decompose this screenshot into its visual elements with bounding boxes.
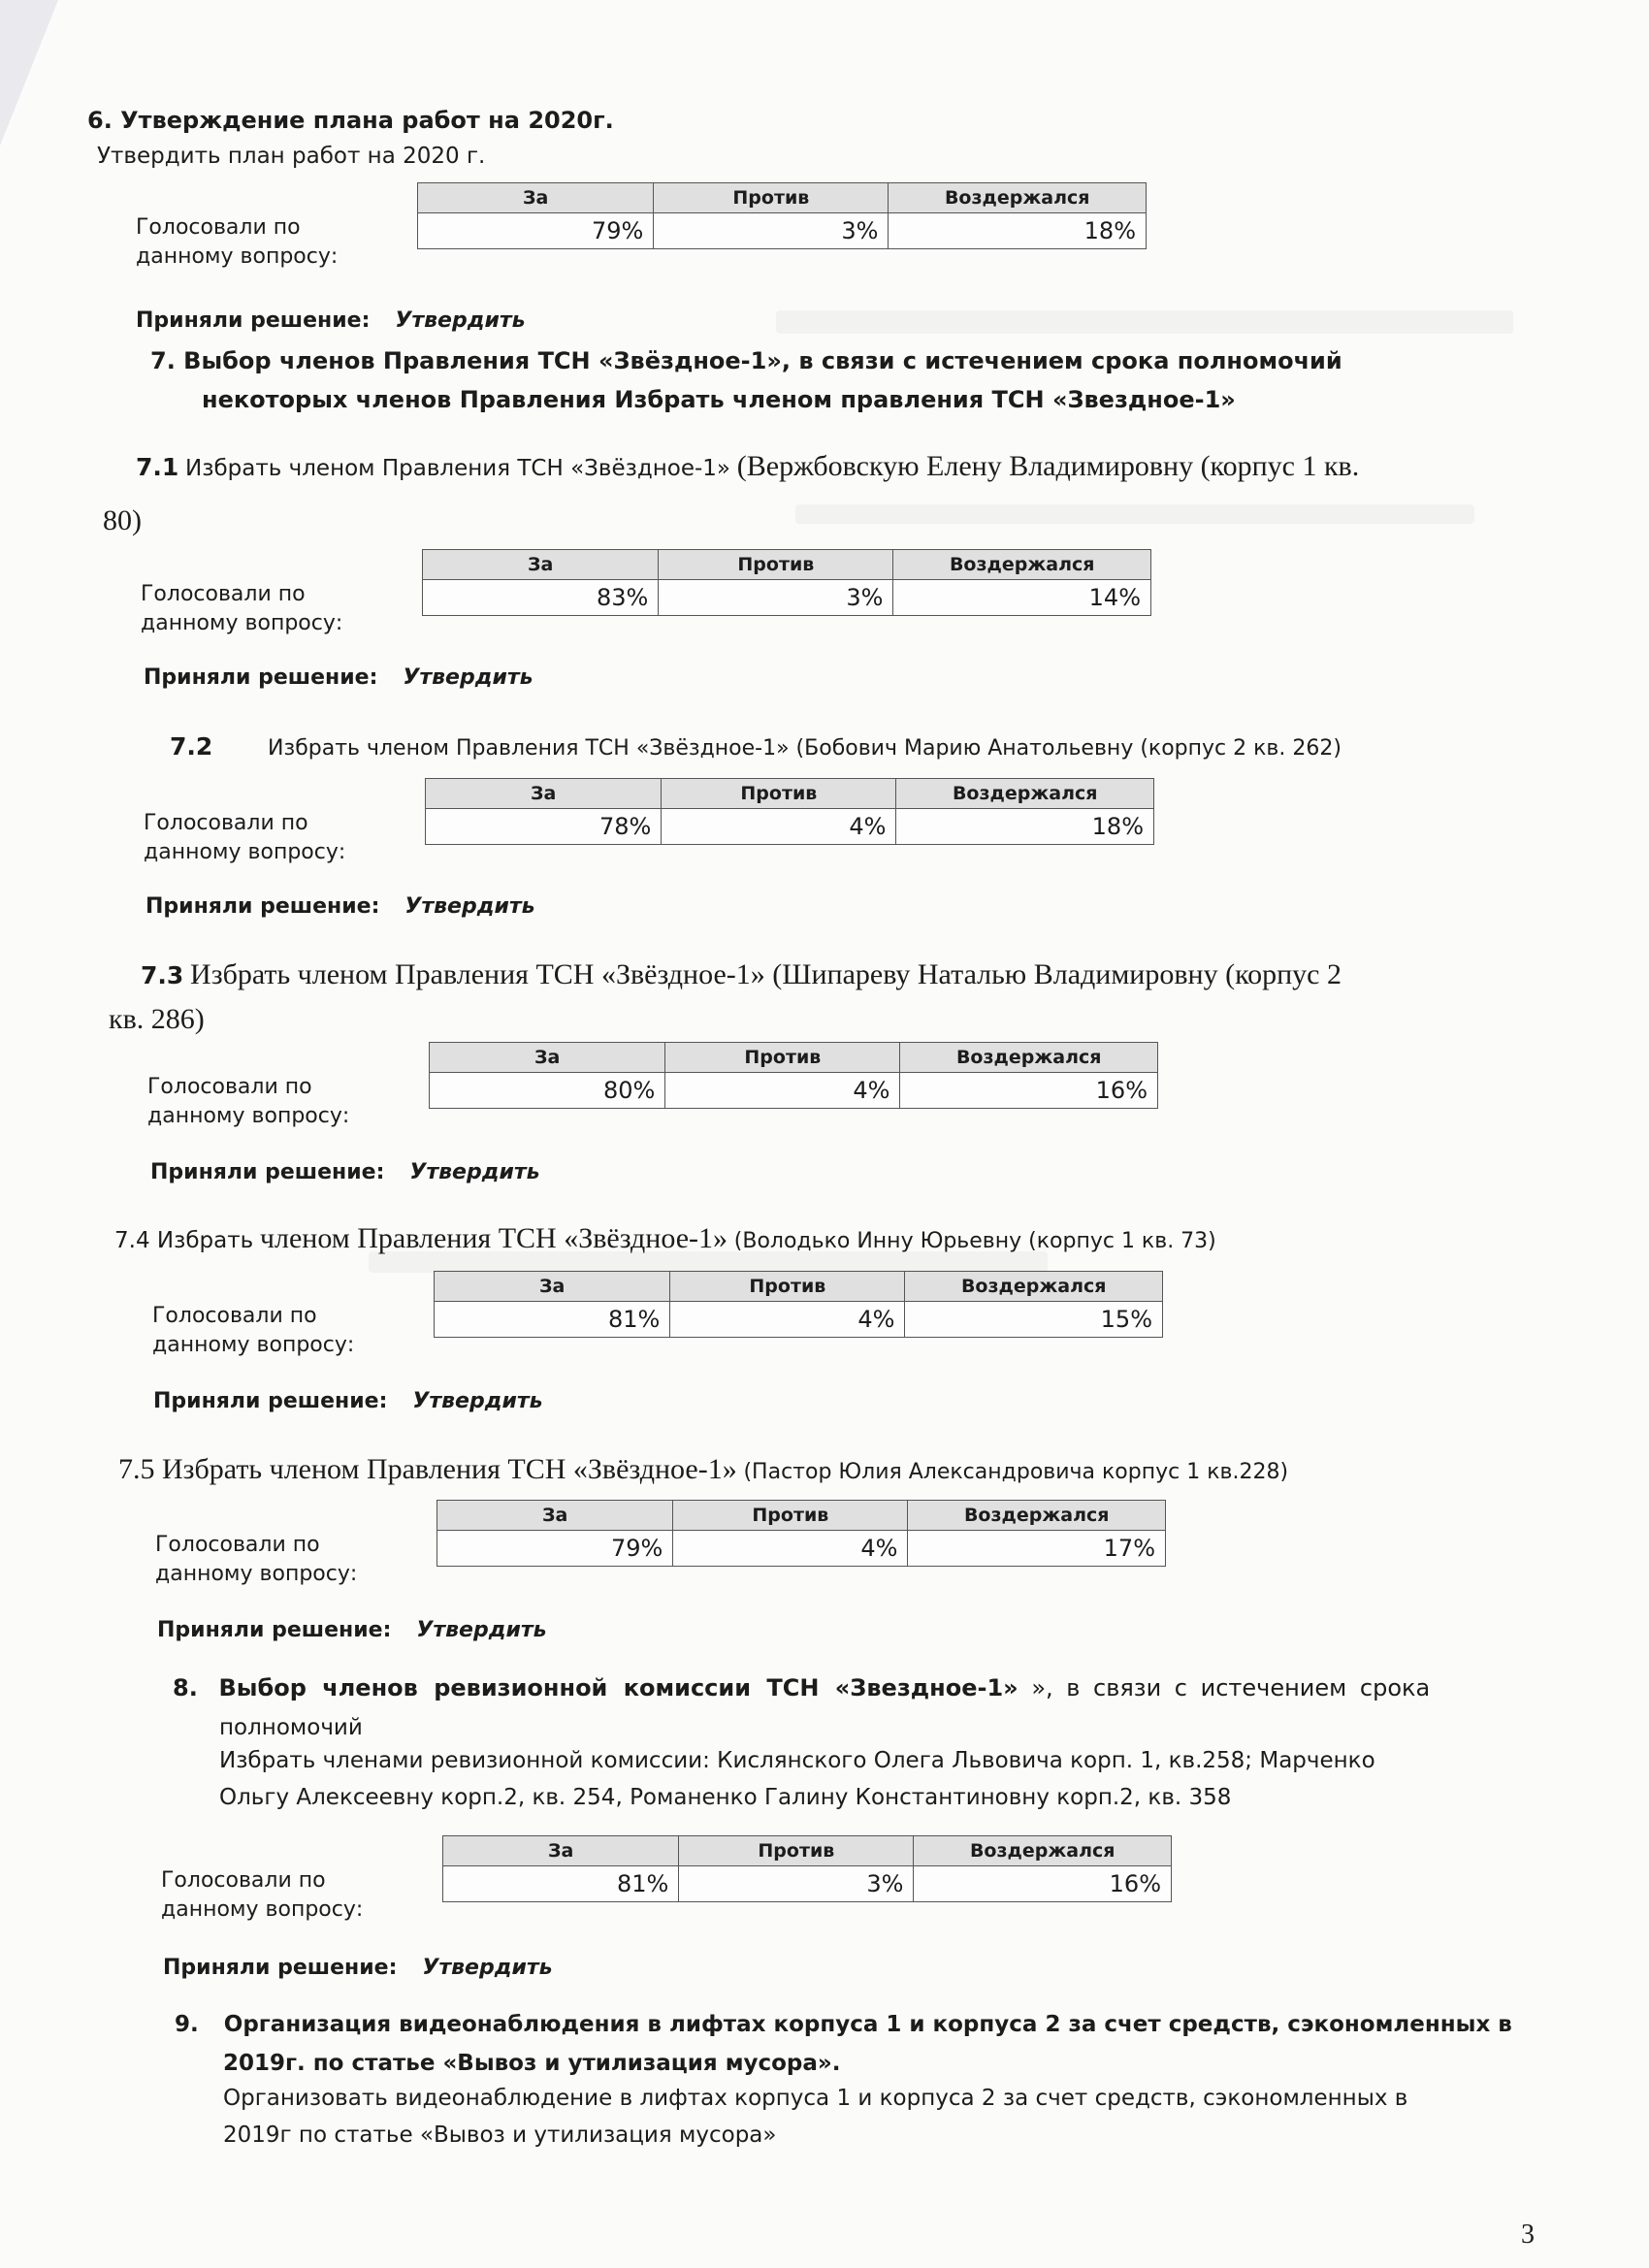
value-against: 4%: [665, 1073, 900, 1109]
vote-label: Голосовали по данному вопросу:: [155, 1533, 358, 1586]
vote-label: Голосовали по данному вопросу:: [141, 582, 343, 635]
header-for: За: [443, 1836, 679, 1866]
vote-block-sub73: [147, 1042, 1176, 1149]
vote-block-sub71: [141, 549, 1169, 656]
value-for: 81%: [435, 1302, 670, 1338]
vote-block-sub74: [152, 1271, 1180, 1377]
item9-title-line2: 2019г. по статье «Вывоз и утилизация мусора».: [223, 2051, 841, 2076]
vote-table: [442, 1835, 1172, 1902]
decision-sub72: Приняли решение: Утвердить: [146, 894, 535, 919]
sub75-text: 7.5 Избрать членом Правления ТСН «Звёздное-1» (Пастор Юлия Александровича корпус 1 кв.228): [118, 1453, 1289, 1485]
header-against: Против: [662, 779, 896, 809]
value-abstained: 18%: [889, 213, 1147, 249]
header-abstained: Воздержался: [914, 1836, 1172, 1866]
vote-label: Голосовали по данному вопросу:: [144, 811, 346, 864]
header-for: За: [435, 1272, 670, 1302]
header-against: Против: [679, 1836, 914, 1866]
sub74-text: 7.4 Избрать членом Правления ТСН «Звёздное-1» (Володько Инну Юрьевну (корпус 1 кв. 73): [114, 1222, 1216, 1254]
value-abstained: 14%: [893, 580, 1151, 616]
value-for: 81%: [443, 1866, 679, 1902]
item7-title-line1: 7. Выбор членов Правления ТСН «Звёздное-1», в связи с истечением срока полномочий: [150, 347, 1342, 374]
item9-text-line2: 2019г по статье «Вывоз и утилизация мусора»: [223, 2122, 777, 2148]
header-for: За: [423, 550, 659, 580]
header-against: Против: [654, 183, 889, 213]
item8-text-line1: Избрать членами ревизионной комиссии: Кислянского Олега Львовича корп. 1, кв.258; Марченко: [219, 1748, 1375, 1773]
decision-sub75: Приняли решение: Утвердить: [157, 1618, 547, 1642]
sub71-continuation: 80): [103, 504, 142, 536]
value-against: 3%: [654, 213, 889, 249]
header-for: За: [437, 1501, 673, 1531]
item8-title-line1: 8. Выбор членов ревизионной комиссии ТСН «Звездное-1» », в связи с истечением срока: [173, 1674, 1431, 1701]
vote-table: [434, 1271, 1163, 1338]
value-for: 83%: [423, 580, 659, 616]
sub73-text: 7.3 Избрать членом Правления ТСН «Звёздное-1» (Шипареву Наталью Владимировну (корпус 2: [141, 958, 1342, 990]
vote-table: [436, 1500, 1166, 1567]
item7-title-line2: некоторых членов Правления Избрать членом правления ТСН «Звездное-1»: [202, 386, 1236, 413]
value-abstained: 17%: [908, 1531, 1166, 1567]
sub72-text: 7.2 Избрать членом Правления ТСН «Звёздное-1» (Бобович Марию Анатольевну (корпус 2 кв. 262): [170, 732, 1342, 761]
value-for: 78%: [426, 809, 662, 845]
header-against: Против: [670, 1272, 905, 1302]
item9-text-line1: Организовать видеонаблюдение в лифтах корпуса 1 и корпуса 2 за счет средств, сэкономленных в: [223, 2086, 1408, 2111]
header-abstained: Воздержался: [900, 1043, 1158, 1073]
vote-table: [422, 549, 1151, 616]
item9-title-line1: 9. Организация видеонаблюдения в лифтах корпуса 1 и корпуса 2 за счет средств, сэкономленных в: [175, 2012, 1512, 2037]
header-abstained: Воздержался: [896, 779, 1154, 809]
value-against: 4%: [673, 1531, 908, 1567]
header-for: За: [418, 183, 654, 213]
value-against: 3%: [659, 580, 893, 616]
vote-label: Голосовали по данному вопросу:: [152, 1304, 355, 1357]
bleed-through-mark: [795, 504, 1474, 524]
header-against: Против: [665, 1043, 900, 1073]
header-for: За: [430, 1043, 665, 1073]
vote-table: [429, 1042, 1158, 1109]
header-against: Против: [659, 550, 893, 580]
header-against: Против: [673, 1501, 908, 1531]
value-against: 3%: [679, 1866, 914, 1902]
value-for: 79%: [437, 1531, 673, 1567]
header-abstained: Воздержался: [893, 550, 1151, 580]
vote-label: Голосовали по данному вопросу:: [147, 1075, 350, 1128]
value-abstained: 15%: [905, 1302, 1163, 1338]
page-number: 3: [1521, 2219, 1535, 2250]
vote-block-item8: [161, 1835, 1189, 1942]
vote-table: [417, 182, 1147, 249]
value-abstained: 16%: [900, 1073, 1158, 1109]
item6-text: Утвердить план работ на 2020 г.: [97, 144, 486, 169]
vote-block-item6: [136, 182, 1164, 289]
decision-item6: Приняли решение: Утвердить: [136, 308, 526, 333]
bleed-through-mark: [776, 310, 1513, 334]
value-abstained: 18%: [896, 809, 1154, 845]
vote-label: Голосовали по данному вопросу:: [161, 1868, 364, 1922]
header-abstained: Воздержался: [908, 1501, 1166, 1531]
value-against: 4%: [670, 1302, 905, 1338]
item8-text-line2: Ольгу Алексеевну корп.2, кв. 254, Романенко Галину Константиновну корп.2, кв. 358: [219, 1785, 1232, 1810]
sub73-continuation: кв. 286): [109, 1003, 205, 1035]
item8-title-line2: полномочий: [219, 1715, 363, 1740]
header-for: За: [426, 779, 662, 809]
sub71-text: 7.1 Избрать членом Правления ТСН «Звёздное-1» (Вержбовскую Елену Владимировну (корпус 1 кв.: [136, 450, 1360, 482]
value-against: 4%: [662, 809, 896, 845]
vote-block-sub72: [144, 778, 1172, 885]
vote-label: Голосовали по данному вопросу:: [136, 215, 339, 269]
item6-title: 6. Утверждение плана работ на 2020г.: [87, 107, 614, 134]
value-for: 79%: [418, 213, 654, 249]
decision-sub74: Приняли решение: Утвердить: [153, 1389, 543, 1413]
vote-block-sub75: [155, 1500, 1183, 1606]
decision-item8: Приняли решение: Утвердить: [163, 1956, 553, 1980]
header-abstained: Воздержался: [905, 1272, 1163, 1302]
decision-sub71: Приняли решение: Утвердить: [144, 665, 534, 690]
header-abstained: Воздержался: [889, 183, 1147, 213]
decision-sub73: Приняли решение: Утвердить: [150, 1160, 540, 1184]
value-abstained: 16%: [914, 1866, 1172, 1902]
value-for: 80%: [430, 1073, 665, 1109]
folded-corner: [0, 0, 58, 146]
vote-table: [425, 778, 1154, 845]
